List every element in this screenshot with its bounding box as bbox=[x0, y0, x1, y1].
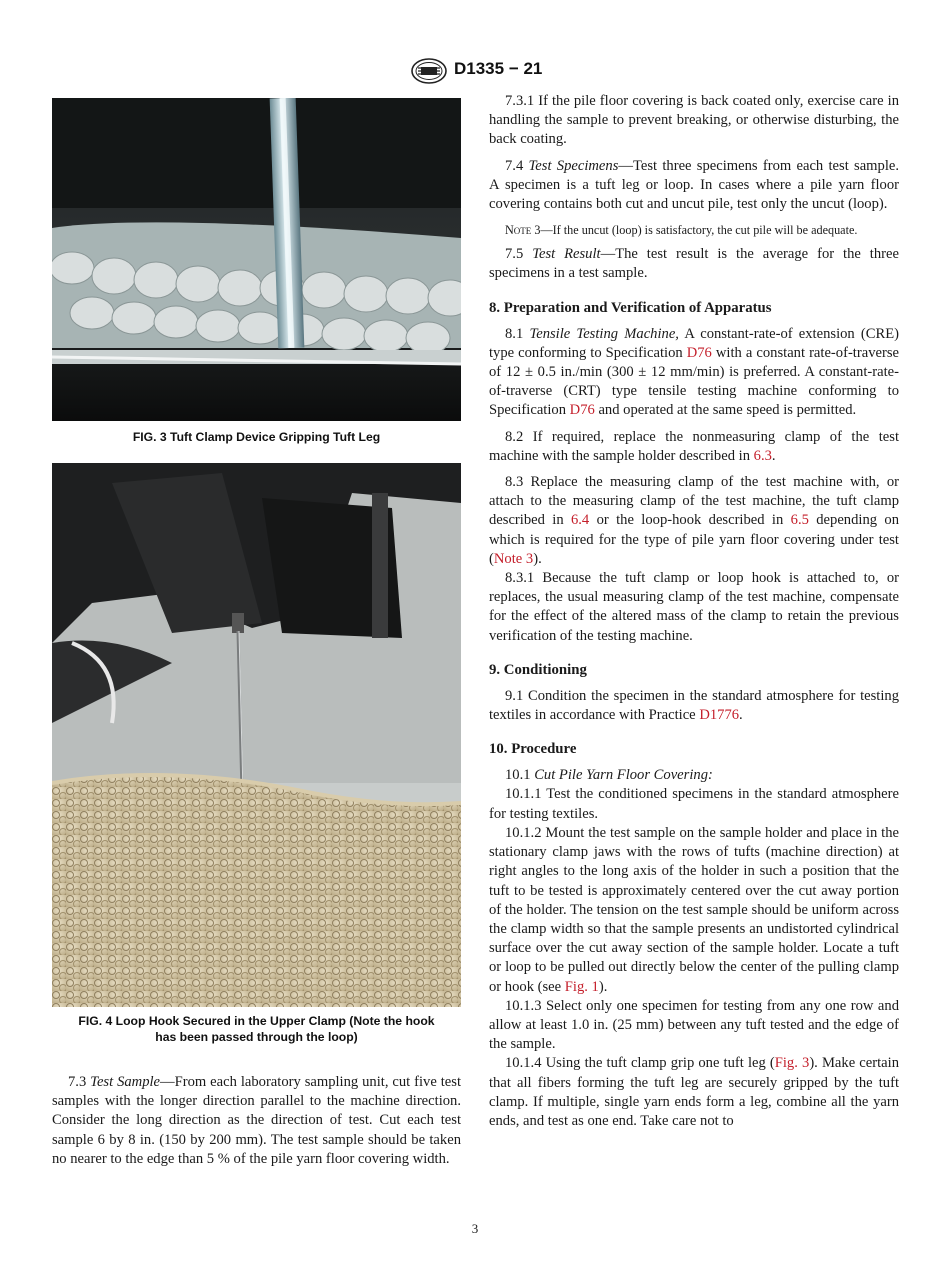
paragraph-8-1 bbox=[489, 325, 899, 421]
section-title: Test Sample bbox=[90, 1074, 161, 1090]
page-header bbox=[0, 58, 950, 84]
paragraph-9-1 bbox=[489, 687, 899, 725]
text-run: . bbox=[771, 447, 776, 464]
ref-link-fig-1[interactable]: Fig. 1 bbox=[564, 978, 599, 995]
figure-4-photo bbox=[52, 463, 461, 1007]
text-run: A constant-rate-of extension (CRE) type conforming to Specification bbox=[489, 325, 899, 361]
paragraph-body: —The test result is the average for the three specimens in a test sample. bbox=[489, 246, 899, 282]
text-run: ). bbox=[533, 550, 542, 567]
right-column bbox=[489, 92, 899, 1131]
section-number: 10.1 bbox=[505, 767, 531, 784]
text-run: depending on which is required for the type of pile yarn floor covering under test ( bbox=[489, 512, 899, 567]
paragraph-body: —From each laboratory sampling unit, cut five test samples with the longer direction parallel to the machine direction. Consider the long direction as the direction of test. Cut each test sample 6 by 8 in. (150 by 200 mm). The test sample should be taken no nearer to the edge than 5 % of the pile yarn floor covering width. bbox=[52, 1074, 461, 1167]
paragraph-10-1-3: 10.1.3 Select only one specimen for testing from any one row and allow at least 1.0 in. (25 mm) between any tuft tested and the edge of the sample. bbox=[489, 997, 899, 1053]
section-number: 8.1 bbox=[505, 325, 524, 342]
paragraph-7-5 bbox=[489, 245, 899, 283]
ref-link-fig-3[interactable]: Fig. 3 bbox=[774, 1055, 810, 1072]
ref-link-d1776[interactable]: D1776 bbox=[699, 707, 740, 724]
text-run: ). Make certain that all fibers forming the tuft leg are securely gripped by the tuft clamp. If multiple, single yarn ends form a leg, combine all the yarn ends, and test as one end. Take care not to bbox=[489, 1055, 899, 1129]
figure-3-photo bbox=[52, 98, 461, 421]
section-title: Test Result bbox=[532, 246, 601, 263]
text-run: and operated at the same speed is permitted. bbox=[594, 402, 857, 419]
paragraph-7-3-1: 7.3.1 If the pile floor covering is back coated only, exercise care in handling the sample to prevent breaking, or otherwise disturbing, the back coating. bbox=[489, 93, 899, 148]
note-body: —If the uncut (loop) is satisfactory, the cut pile will be adequate. bbox=[540, 223, 858, 238]
paragraph-8-3-1: 8.3.1 Because the tuft clamp or loop hook is attached to, or replaces, the usual measuring clamp of the test machine, compensate for the effect of the altered mass of the clamp to retain the previous verification of the testing machine. bbox=[489, 570, 899, 644]
note-3 bbox=[489, 222, 899, 238]
text-run: or the loop-hook described in bbox=[589, 512, 791, 529]
figure-4-caption-line-2: has been passed through the loop) bbox=[155, 1030, 358, 1044]
paragraph-10-1-1: 10.1.1 Test the conditioned specimens in the standard atmosphere for testing textiles. bbox=[489, 786, 899, 822]
text-run: . bbox=[739, 707, 743, 724]
paragraph-body: —Test three specimens from each test sample. A specimen is a tuft leg or loop. In cases where a pile yarn floor covering contains both cut and uncut pile, test only the uncut (loop). bbox=[489, 157, 900, 213]
section-number: 7.4 bbox=[505, 157, 524, 174]
figure-4-caption-line-1: FIG. 4 Loop Hook Secured in the Upper Clamp (Note the hook bbox=[78, 1014, 435, 1028]
text-run: 8.2 If required, replace the nonmeasuring clamp of the test machine with the sample holder described in bbox=[489, 428, 899, 464]
section-8-heading: 8. Preparation and Verification of Apparatus bbox=[489, 299, 772, 316]
text-run: 9.1 Condition the specimen in the standard atmosphere for testing textiles in accordance with Practice bbox=[489, 687, 899, 724]
section-title: Cut Pile Yarn Floor Covering: bbox=[534, 767, 713, 784]
text-run: ). bbox=[598, 978, 608, 995]
section-9-heading: 9. Conditioning bbox=[489, 661, 587, 678]
ref-link-6-3[interactable]: 6.3 bbox=[753, 447, 772, 464]
paragraph-10-1-2 bbox=[489, 824, 899, 997]
page-number: 3 bbox=[471, 1221, 479, 1236]
paragraph-10-1 bbox=[489, 766, 899, 785]
paragraph-7-4 bbox=[489, 157, 899, 215]
ref-link-6-4[interactable]: 6.4 bbox=[570, 512, 590, 529]
text-run: 10.1.2 Mount the test sample on the sample holder and place in the stationary clamp jaws with the rows of tufts (machine direction) at right angles to the long axis of the holder in such a position that the tuft to be tested is approximately centered over the cut away portion of the holder. The tension on the test sample should be uniform across the clamp width so that the sample presents an undistorted cylindrical surface over the cut away section of the sample holder. Locate a tuft or loop to be pulled out directly below the center of the pulling clamp or hook (see bbox=[489, 824, 899, 995]
astm-logo bbox=[410, 58, 448, 84]
figure-3-caption: FIG. 3 Tuft Clamp Device Gripping Tuft Leg bbox=[132, 430, 381, 444]
document-id: D1335 − 21 bbox=[454, 59, 543, 78]
section-number: 7.5 bbox=[505, 246, 524, 263]
paragraph-7-3 bbox=[52, 1073, 461, 1169]
paragraph-8-3 bbox=[489, 473, 899, 569]
section-title: Tensile Testing Machine, bbox=[529, 325, 679, 342]
paragraph-10-1-4 bbox=[489, 1054, 899, 1131]
note-label: Note 3 bbox=[505, 223, 541, 238]
ref-link-d76[interactable]: D76 bbox=[686, 344, 712, 361]
section-title: Test Specimens bbox=[528, 157, 619, 174]
ref-link-note-3[interactable]: Note 3 bbox=[493, 550, 534, 567]
paragraph-8-2 bbox=[489, 428, 899, 466]
ref-link-d76[interactable]: D76 bbox=[569, 402, 595, 419]
text-run: 10.1.4 Using the tuft clamp grip one tuft leg ( bbox=[505, 1055, 775, 1072]
ref-link-6-5[interactable]: 6.5 bbox=[790, 512, 809, 529]
section-10-heading: 10. Procedure bbox=[489, 741, 577, 758]
text-run: 8.3 Replace the measuring clamp of the test machine with, or attach to the measuring clamp of the test machine, the tuft clamp described in bbox=[489, 474, 899, 529]
figure-4-caption bbox=[52, 1013, 461, 1045]
text-run: with a constant rate-of-traverse of 12 ± 0.5 in./min (300 ± 12 mm/min) is preferred. A constant-rate-of-traverse (CRT) type tensile testing machine conforming to Specification bbox=[489, 344, 899, 419]
section-number: 7.3 bbox=[68, 1074, 87, 1090]
left-column bbox=[52, 98, 461, 1169]
